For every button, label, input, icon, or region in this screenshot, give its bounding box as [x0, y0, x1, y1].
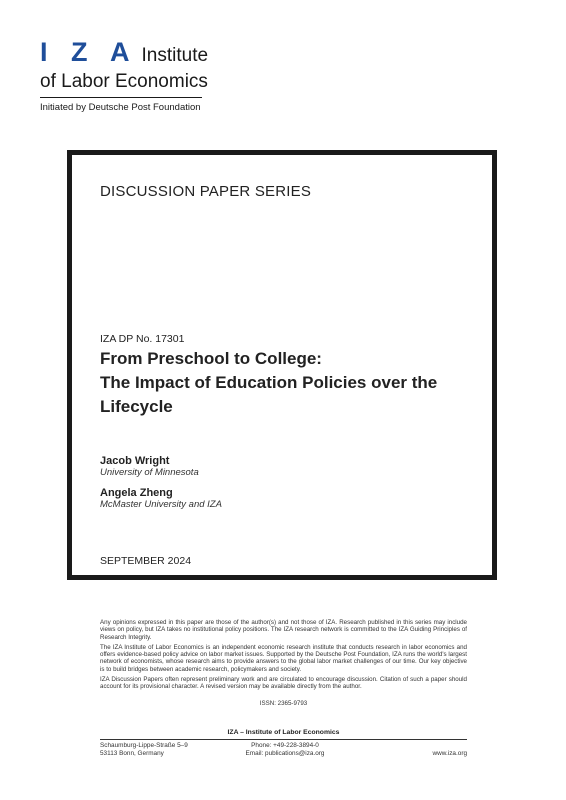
- title-line-2: The Impact of Education Policies over the: [100, 373, 438, 392]
- title-line-3: Lifecycle: [100, 397, 173, 416]
- logo-initiated-text: Initiated by Deutsche Post Foundation: [40, 102, 201, 113]
- logo-line2-text: of Labor Economics: [40, 71, 208, 92]
- disclaimer-paragraph: IZA Discussion Papers often represent preliminary work and are circulated to encourage discussion. Citation of such a paper should account for its provisional character. A revised version may be available directly from the author.: [100, 676, 467, 691]
- title-line-1: From Preschool to College:: [100, 349, 322, 368]
- disclaimer-paragraph: Any opinions expressed in this paper are those of the author(s) and not those of IZA. Research published in this series may include views on policy, but IZA takes no institutional policy positions. The IZA research network is committed to the IZA Guiding Principles of Research Integrity.: [100, 619, 467, 641]
- author-affiliation: University of Minnesota: [100, 467, 199, 478]
- footer-phone: Phone: +49-228-3894-0: [251, 742, 319, 749]
- logo-institute-text: Institute: [141, 45, 209, 66]
- dp-number: IZA DP No. 17301: [100, 333, 185, 345]
- footer-website-link[interactable]: www.iza.org: [432, 750, 467, 757]
- disclaimer-paragraph: The IZA Institute of Labor Economics is an independent economic research institute that conducts research in labor economics and offers evidence-based policy advice on labor market issues. Supported by the Deutsche Post Foundation, IZA runs the world's largest network of economists, whose research aims to provide answers to the global labor market challenges of our time. Our key objective is to build bridges between academic research, policymakers and society.: [100, 643, 467, 673]
- author-name: Angela Zheng: [100, 487, 173, 499]
- author-affiliation: McMaster University and IZA: [100, 499, 222, 510]
- disclaimer: [100, 619, 467, 694]
- logo-divider: [40, 97, 202, 98]
- paper-title: [100, 347, 480, 419]
- address-line-2: 53113 Bonn, Germany: [100, 750, 164, 757]
- author-list: [100, 455, 222, 519]
- author-name: Jacob Wright: [100, 455, 170, 467]
- footer-divider: [100, 739, 467, 740]
- footer-org-name: IZA – Institute of Labor Economics: [227, 729, 340, 736]
- address-line-1: Schaumburg-Lippe-Straße 5–9: [100, 742, 188, 749]
- cover-frame: [67, 150, 497, 580]
- series-heading: DISCUSSION PAPER SERIES: [100, 183, 312, 200]
- issn: ISSN: 2365-9793: [259, 700, 308, 707]
- footer-email[interactable]: Email: publications@iza.org: [245, 750, 325, 757]
- publication-date: SEPTEMBER 2024: [100, 555, 192, 567]
- iza-logo: [40, 37, 208, 113]
- footer-address: [100, 742, 188, 758]
- footer-contact: [240, 742, 330, 758]
- logo-iza-wordmark: I Z A: [40, 37, 138, 67]
